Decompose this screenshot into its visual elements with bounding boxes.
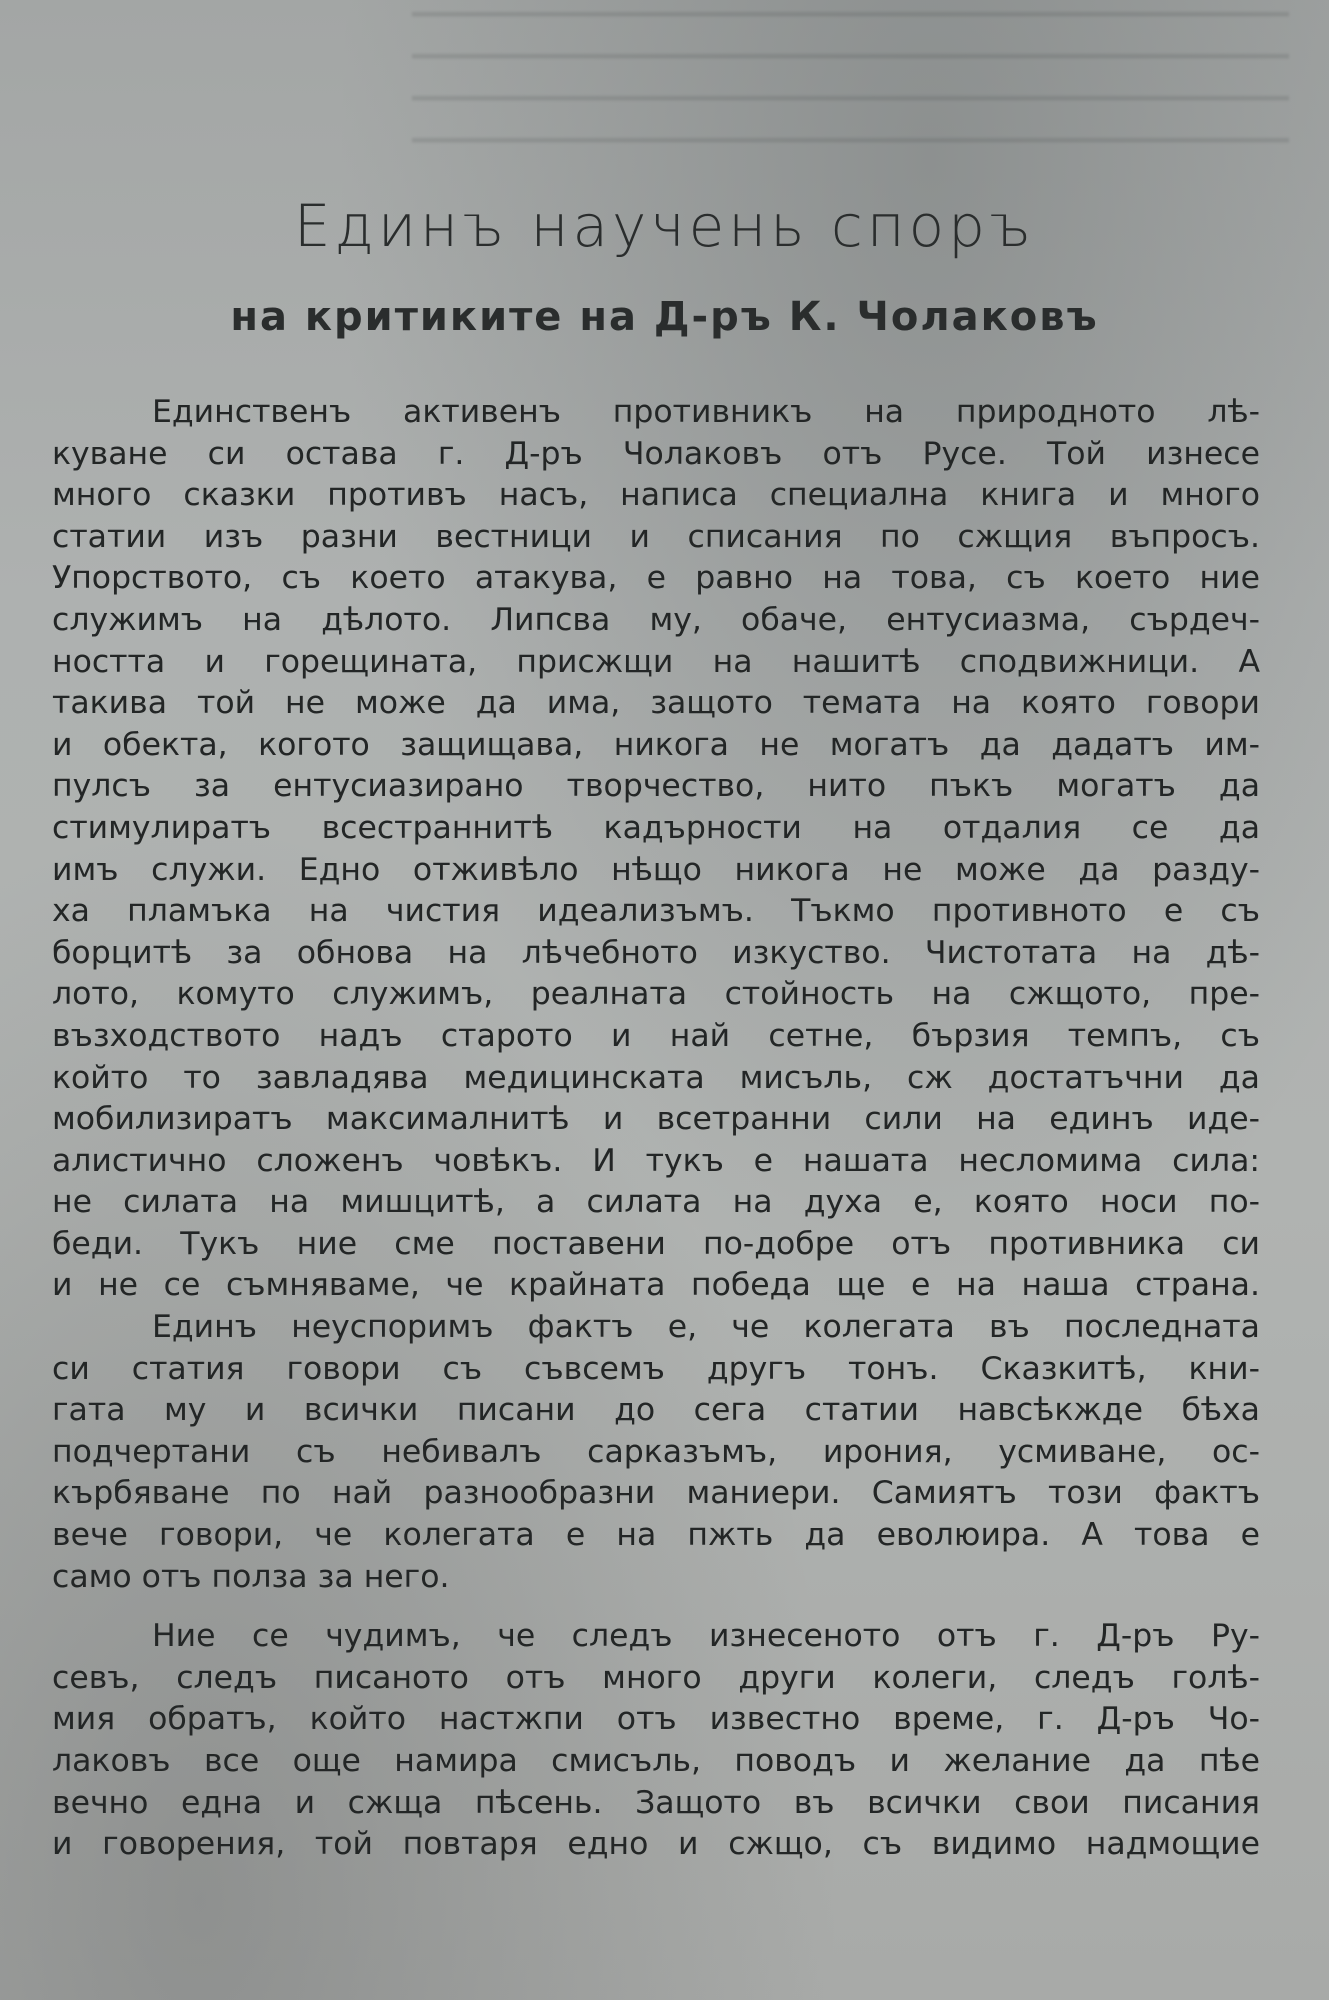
text-line: мобилизиратъ максималнитѣ и всетранни сили на единъ иде- (52, 1101, 1260, 1138)
text-line: и обекта, когото защищава, никога не могатъ да дадатъ им- (52, 726, 1260, 763)
text-line: възходството надъ старото и най сетне, бързия темпъ, съ (52, 1017, 1260, 1054)
text-line: Упорството, съ което атакува, е равно на това, съ което ние (52, 560, 1260, 597)
text-line: вечно една и сжща пѣсень. Защото въ всички свои писания (52, 1784, 1260, 1821)
text-line: лото, комуто служимъ, реалната стойность на сжщото, пре- (52, 976, 1260, 1013)
text-line: такива той не може да има, защото темата на която говори (52, 685, 1260, 722)
text-line: и не се съмняваме, че крайната победа ще е на наша страна. (52, 1267, 1260, 1304)
text-line: ха пламъка на чистия идеализъмъ. Тъкмо противното е съ (52, 893, 1260, 930)
text-line: куване си остава г. Д-ръ Чолаковъ отъ Русе. Той изнесе (52, 435, 1260, 472)
text-line: пулсъ за ентусиазирано творчество, нито пъкъ могатъ да (52, 768, 1260, 805)
paragraph-2 (52, 1307, 1260, 1598)
text-line: Единственъ активенъ противникъ на природното лѣ- (152, 394, 1260, 430)
text-line: вече говори, че колегата е на пжть да еволюира. А това е (52, 1517, 1260, 1554)
text-line: мия обратъ, който настжпи отъ известно време, г. Д-ръ Чо- (52, 1701, 1260, 1738)
text-line: служимъ на дѣлото. Липсва му, обаче, ентусиазма, сърдеч- (52, 601, 1260, 638)
text-line: Единъ неуспоримъ фактъ е, че колегата въ последната (152, 1309, 1260, 1346)
text-line: лаковъ все още намира смисъль, поводъ и желание да пѣе (52, 1743, 1260, 1779)
text-line: имъ служи. Едно отживѣло нѣщо никога не може да разду- (52, 851, 1260, 888)
text-line: подчертани съ небивалъ сарказъмъ, ирония, усмиване, ос- (52, 1433, 1260, 1470)
show-through-texture: ▔▔▔▔▔▔▔▔▔▔▔▔▔▔▔▔▔▔▔▔▔▔▔▔▔▔▔▔▔▔▔▔▔▔▔▔▔▔ ▔▔▔▔▔▔▔▔▔▔▔▔▔▔▔▔▔▔▔▔▔▔▔▔▔▔▔▔▔▔▔▔▔▔▔▔▔▔ ▔▔▔▔▔▔▔▔▔▔▔▔▔▔▔▔▔▔▔▔▔▔▔▔▔▔▔▔▔▔▔▔▔▔▔▔▔▔ ▔▔▔▔▔▔▔▔▔▔▔▔▔▔▔▔▔▔▔▔▔▔▔▔▔▔▔▔▔▔▔▔▔▔▔▔▔▔ (412, 13, 1289, 174)
article-body (52, 392, 1260, 1866)
text-line: Ние се чудимъ, че следъ изнесеното отъ г. Д-ръ Ру- (152, 1618, 1260, 1655)
text-line: много сказки противъ насъ, написа специална книга и много (52, 477, 1260, 514)
text-line: не силата на мишцитѣ, а силата на духа е, която носи по- (52, 1184, 1260, 1221)
text-line: само отъ полза за него. (52, 1558, 450, 1595)
paragraph-1 (52, 392, 1260, 1307)
text-line: алистично сложенъ човѣкъ. И тукъ е нашата несломима сила: (52, 1142, 1260, 1179)
text-line: борцитѣ за обнова на лѣчебното изкуство. Чистотата на дѣ- (52, 934, 1260, 971)
text-line: кърбяване по най разнообразни маниери. Самиятъ този фактъ (52, 1475, 1260, 1512)
text-line: и говорения, той повтаря едно и сжщо, съ видимо надмощие (52, 1826, 1260, 1863)
text-line: ността и горещината, присжщи на нашитѣ сподвижници. А (52, 643, 1260, 680)
text-line: си статия говори съ съвсемъ другъ тонъ. Сказкитѣ, кни- (52, 1350, 1260, 1387)
text-line: стимулиратъ всестраннитѣ кадърности на отдалия се да (52, 809, 1260, 846)
text-line: който то завладява медицинската мисъль, сж достатъчни да (52, 1059, 1260, 1096)
text-line: севъ, следъ писаното отъ много други колеги, следъ голѣ- (52, 1659, 1260, 1696)
text-line: гата му и всички писани до сега статии навсѣкжде бѣха (52, 1392, 1260, 1429)
paragraph-spacer (52, 1598, 1260, 1616)
paragraph-3 (52, 1616, 1260, 1866)
text-line: беди. Тукъ ние сме поставени по-добре отъ противника си (52, 1225, 1260, 1262)
article-title: Единъ научень споръ (293, 192, 1036, 260)
text-line: статии изъ разни вестници и списания по сжщия въпросъ. (52, 518, 1260, 555)
article-subtitle: на критиките на Д-ръ К. Чолаковъ (230, 294, 1099, 340)
